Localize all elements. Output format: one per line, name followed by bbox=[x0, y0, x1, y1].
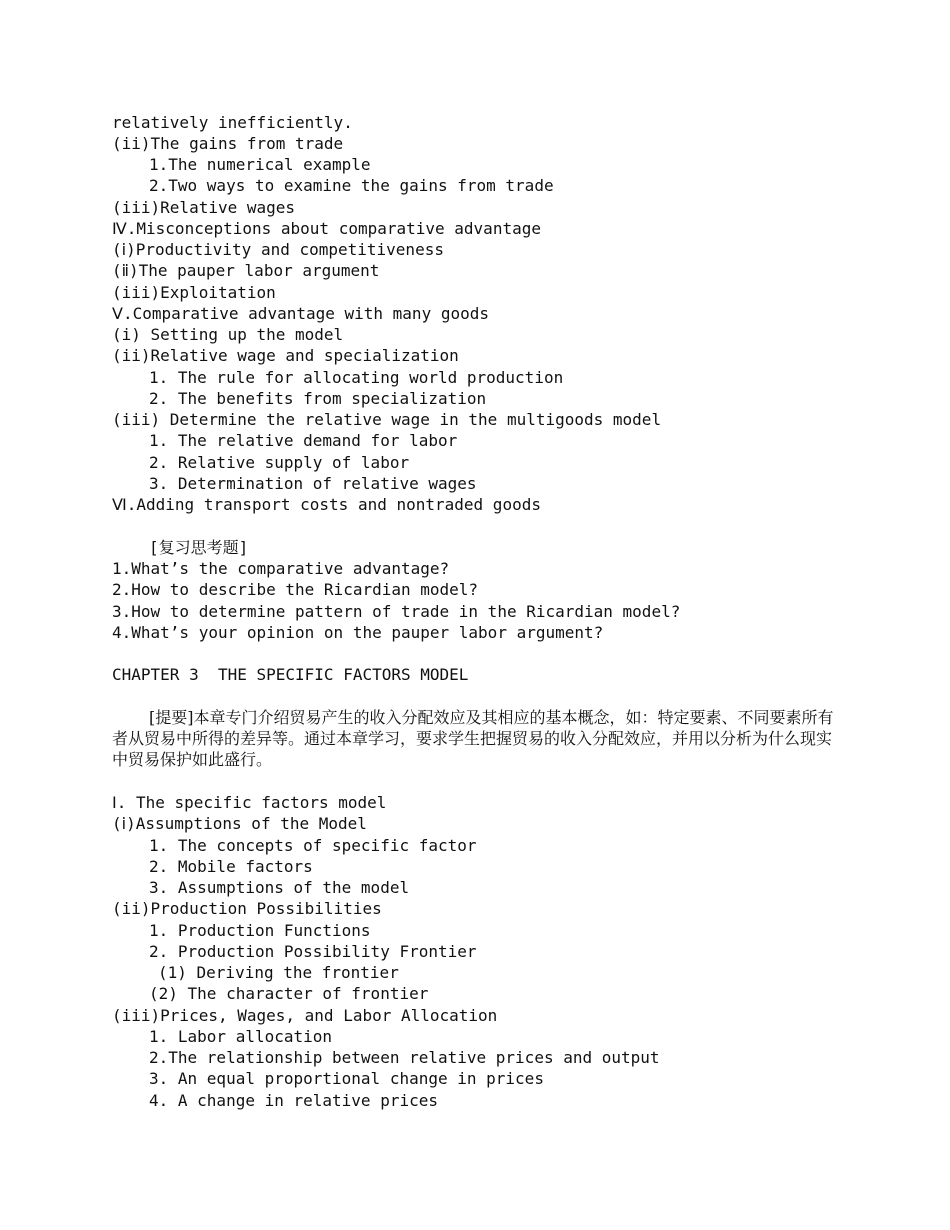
chapter-summary-paragraph: [提要]本章专门介绍贸易产生的收入分配效应及其相应的基本概念，如：特定要素、不同要素所有者从贸易中所得的差异等。通过本章学习，要求学生把握贸易的收入分配效应，并用以分析为什么现实中贸易保护如此盛行。 bbox=[112, 708, 834, 769]
section-heading: (i) Setting up the model bbox=[112, 325, 344, 344]
section-heading: (ii)Relative wage and specialization bbox=[112, 346, 459, 365]
list-item: 2. The benefits from specialization bbox=[149, 389, 487, 408]
list-item: 3. An equal proportional change in prices bbox=[149, 1069, 544, 1088]
list-item: 2. Production Possibility Frontier bbox=[149, 942, 477, 961]
list-item: 1. The rule for allocating world production bbox=[149, 368, 564, 387]
section-heading: (ii)The gains from trade bbox=[112, 134, 344, 153]
review-question: 4.What’s your opinion on the pauper labor argument? bbox=[112, 623, 604, 642]
chapter-title: CHAPTER 3 THE SPECIFIC FACTORS MODEL bbox=[112, 665, 469, 684]
sub-list-item: (1) Deriving the frontier bbox=[158, 963, 399, 982]
section-heading: (ii)Production Possibilities bbox=[112, 899, 382, 918]
section-heading: (iii)Exploitation bbox=[112, 283, 276, 302]
review-question: 1.What’s the comparative advantage? bbox=[112, 559, 450, 578]
section-heading: (ⅰ)Assumptions of the Model bbox=[112, 814, 367, 833]
review-question: 3.How to determine pattern of trade in the Ricardian model? bbox=[112, 602, 681, 621]
list-item: 1. The relative demand for labor bbox=[149, 431, 458, 450]
list-item: 2.The relationship between relative prices and output bbox=[149, 1048, 660, 1067]
list-item: 2. Relative supply of labor bbox=[149, 453, 410, 472]
list-item: 1. Production Functions bbox=[149, 921, 371, 940]
section-heading: (iii)Relative wages bbox=[112, 198, 296, 217]
list-item: 2. Mobile factors bbox=[149, 857, 313, 876]
list-item: 1. The concepts of specific factor bbox=[149, 836, 477, 855]
list-item: 1. Labor allocation bbox=[149, 1027, 333, 1046]
list-item: 2.Two ways to examine the gains from trade bbox=[149, 176, 554, 195]
review-questions-heading: [复习思考题] bbox=[149, 538, 249, 557]
list-item: 1.The numerical example bbox=[149, 155, 371, 174]
chapter-section-heading: Ⅵ.Adding transport costs and nontraded goods bbox=[112, 495, 541, 514]
sub-list-item: (2) The character of frontier bbox=[149, 984, 429, 1003]
list-item: 4. A change in relative prices bbox=[149, 1091, 438, 1110]
list-item: 3. Assumptions of the model bbox=[149, 878, 410, 897]
section-heading: (ⅱ)The pauper labor argument bbox=[112, 261, 380, 280]
section-heading: (iii)Prices, Wages, and Labor Allocation bbox=[112, 1006, 498, 1025]
chapter-section-heading: Ⅴ.Comparative advantage with many goods bbox=[112, 304, 489, 323]
review-question: 2.How to describe the Ricardian model? bbox=[112, 580, 479, 599]
section-heading: (iii) Determine the relative wage in the multigoods model bbox=[112, 410, 662, 429]
chapter-section-heading: Ⅳ.Misconceptions about comparative advantage bbox=[112, 219, 541, 238]
section-heading: (ⅰ)Productivity and competitiveness bbox=[112, 240, 444, 259]
text-line: relatively inefficiently. bbox=[112, 113, 353, 132]
list-item: 3. Determination of relative wages bbox=[149, 474, 477, 493]
chapter-section-heading: Ⅰ. The specific factors model bbox=[112, 793, 387, 812]
